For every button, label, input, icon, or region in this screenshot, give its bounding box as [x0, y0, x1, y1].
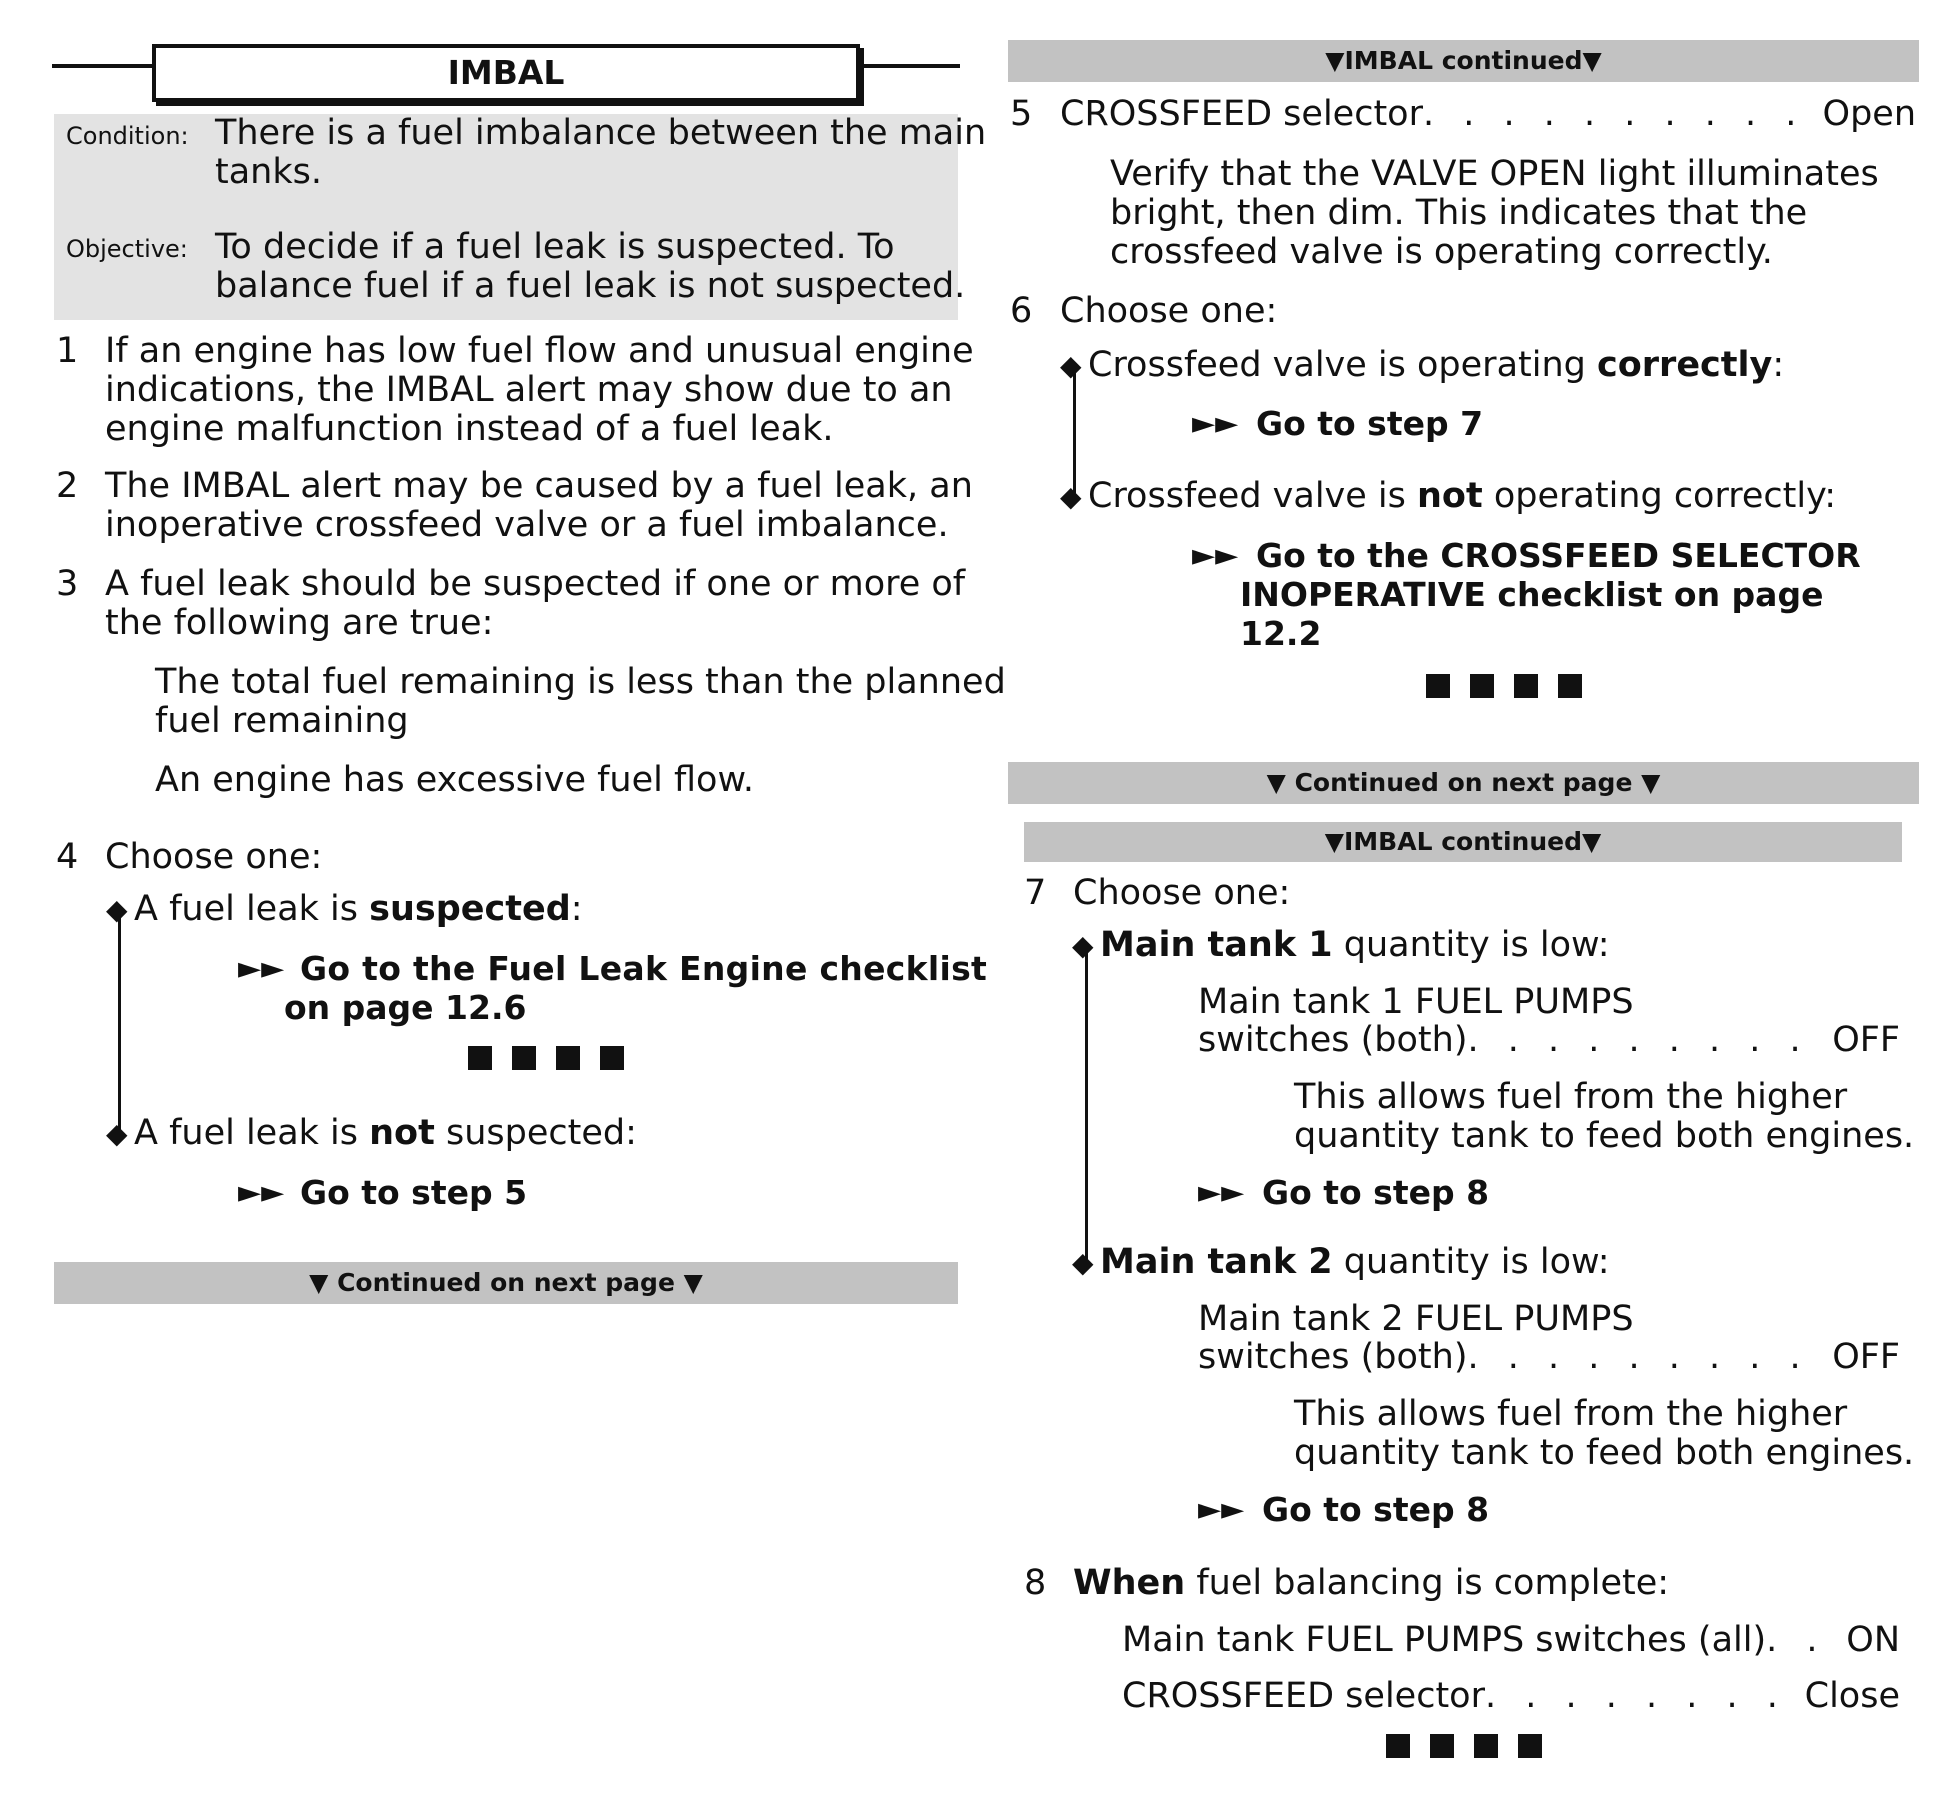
step-6-option-2-goto-2: INOPERATIVE checklist on page	[1240, 575, 1824, 614]
step-3-text-1: A fuel leak should be suspected if one or more of	[105, 564, 966, 604]
step-5-value: Open	[1822, 94, 1916, 134]
condition-label: Condition:	[66, 122, 189, 150]
step-6-option-2-goto-3: 12.2	[1240, 614, 1322, 653]
step-7-option-2-item-row	[1198, 1338, 1900, 1377]
objective-text-2: balance fuel if a fuel leak is not suspected.	[215, 266, 966, 306]
imbal-continued-bar-2: ▼IMBAL continued▼	[1024, 822, 1902, 862]
step-7-option-1-item-2: switches (both)	[1198, 1020, 1468, 1060]
step-1-number: 1	[56, 331, 79, 371]
step-1-text-3: engine malfunction instead of a fuel leak.	[105, 409, 834, 449]
step-7-option-2-note-1: This allows fuel from the higher	[1294, 1394, 1848, 1434]
step-5-item: CROSSFEED selector	[1060, 94, 1423, 134]
step-7-branch-line	[1085, 944, 1088, 1262]
objective-label: Objective:	[66, 235, 188, 263]
step-5-item-row	[1060, 95, 1916, 134]
step-7-option-1: Main tank 1 quantity is low:	[1100, 925, 1610, 965]
step-4-branch-line	[118, 910, 121, 1135]
step-4-option-1-goto-1: Go to the Fuel Leak Engine checklist	[300, 949, 988, 988]
step-7-option-1-item-row	[1198, 1021, 1900, 1060]
step-4-option-2-diamond-icon: ◆	[106, 1117, 128, 1150]
step-2-number: 2	[56, 466, 79, 506]
step-8-item-1: Main tank FUEL PUMPS switches (all)	[1122, 1620, 1767, 1660]
step-4-option-1-diamond-icon: ◆	[106, 893, 128, 926]
continued-next-page-bar-right: ▼ Continued on next page ▼	[1008, 762, 1919, 804]
step-6-option-2-goto-1: Go to the CROSSFEED SELECTOR	[1256, 536, 1861, 575]
step-3-condition-1a: The total fuel remaining is less than the planned	[155, 662, 1006, 702]
step-6-number: 6	[1010, 291, 1033, 331]
title-rule-left	[52, 64, 152, 68]
step-6-option-1-diamond-icon: ◆	[1060, 349, 1082, 382]
step-4-option-1: A fuel leak is suspected:	[134, 889, 583, 929]
condition-text-2: tanks.	[215, 152, 322, 192]
step-7-option-1-value: OFF	[1832, 1020, 1900, 1060]
step-7-option-1-note-1: This allows fuel from the higher	[1294, 1077, 1848, 1117]
step-7-text: Choose one:	[1073, 873, 1291, 913]
step-6-option-2-diamond-icon: ◆	[1060, 480, 1082, 513]
step-3-condition-1b: fuel remaining	[155, 701, 409, 741]
step-7-option-1-goto-arrow-icon: ►►	[1198, 1175, 1245, 1210]
step-4-end-marks	[468, 1046, 624, 1070]
step-7-option-2-item-1: Main tank 2 FUEL PUMPS	[1198, 1299, 1634, 1339]
step-4-option-2: A fuel leak is not suspected:	[134, 1113, 637, 1153]
step-7-option-2-goto-arrow-icon: ►►	[1198, 1492, 1245, 1527]
step-8-item-1-row	[1122, 1621, 1900, 1660]
title-rule-right	[860, 64, 960, 68]
step-3-number: 3	[56, 564, 79, 604]
step-4-number: 4	[56, 837, 79, 877]
step-4-option-2-goto-arrow-icon: ►►	[238, 1175, 285, 1210]
step-6-option-1-goto-arrow-icon: ►►	[1192, 406, 1239, 441]
condition-text-1: There is a fuel imbalance between the main	[215, 113, 987, 153]
imbal-continued-bar-1: ▼IMBAL continued▼	[1008, 40, 1919, 82]
step-7-option-2-diamond-icon: ◆	[1072, 1246, 1094, 1279]
objective-text-1: To decide if a fuel leak is suspected. To	[215, 227, 895, 267]
continued-next-page-bar-left: ▼ Continued on next page ▼	[54, 1262, 958, 1304]
step-5-number: 5	[1010, 94, 1033, 134]
step-1-text-1: If an engine has low fuel flow and unusual engine	[105, 331, 974, 371]
step-7-option-2-goto: Go to step 8	[1262, 1490, 1490, 1529]
step-7-number: 7	[1024, 873, 1047, 913]
step-7-option-1-item-1: Main tank 1 FUEL PUMPS	[1198, 982, 1634, 1022]
step-3-condition-2: An engine has excessive fuel flow.	[155, 760, 754, 800]
step-4-text: Choose one:	[105, 837, 323, 877]
step-6-option-2-goto-arrow-icon: ►►	[1192, 538, 1239, 573]
checklist-title: IMBAL	[152, 44, 860, 102]
step-8-text: When fuel balancing is complete:	[1073, 1563, 1670, 1603]
step-4-option-1-goto-2: on page 12.6	[284, 988, 527, 1027]
step-4-option-1-goto-arrow-icon: ►►	[238, 951, 285, 986]
step-7-option-2-value: OFF	[1832, 1337, 1900, 1377]
step-8-item-2-row	[1122, 1677, 1900, 1716]
step-6-end-marks	[1426, 674, 1582, 698]
step-5-note-2: bright, then dim. This indicates that the	[1110, 193, 1808, 233]
step-7-option-2-item-2: switches (both)	[1198, 1337, 1468, 1377]
step-7-option-2: Main tank 2 quantity is low:	[1100, 1242, 1610, 1282]
step-7-option-1-goto: Go to step 8	[1262, 1173, 1490, 1212]
step-1-text-2: indications, the IMBAL alert may show due to an	[105, 370, 953, 410]
step-6-option-1: Crossfeed valve is operating correctly:	[1088, 345, 1785, 385]
step-2-text-2: inoperative crossfeed valve or a fuel imbalance.	[105, 505, 949, 545]
step-8-number: 8	[1024, 1563, 1047, 1603]
step-2-text-1: The IMBAL alert may be caused by a fuel leak, an	[105, 466, 973, 506]
step-6-option-2: Crossfeed valve is not operating correctly:	[1088, 476, 1837, 516]
step-7-option-2-note-2: quantity tank to feed both engines.	[1294, 1433, 1915, 1473]
step-5-note-1: Verify that the VALVE OPEN light illuminates	[1110, 154, 1879, 194]
step-3-text-2: the following are true:	[105, 603, 494, 643]
step-7-option-1-note-2: quantity tank to feed both engines.	[1294, 1116, 1915, 1156]
step-6-option-1-goto: Go to step 7	[1256, 404, 1484, 443]
step-5-note-3: crossfeed valve is operating correctly.	[1110, 232, 1773, 272]
step-8-item-2: CROSSFEED selector	[1122, 1676, 1485, 1716]
step-8-value-1: ON	[1846, 1620, 1900, 1660]
step-6-text: Choose one:	[1060, 291, 1278, 331]
step-8-end-marks	[1386, 1734, 1542, 1758]
step-4-option-2-goto: Go to step 5	[300, 1173, 528, 1212]
step-8-value-2: Close	[1804, 1676, 1900, 1716]
step-7-option-1-diamond-icon: ◆	[1072, 929, 1094, 962]
